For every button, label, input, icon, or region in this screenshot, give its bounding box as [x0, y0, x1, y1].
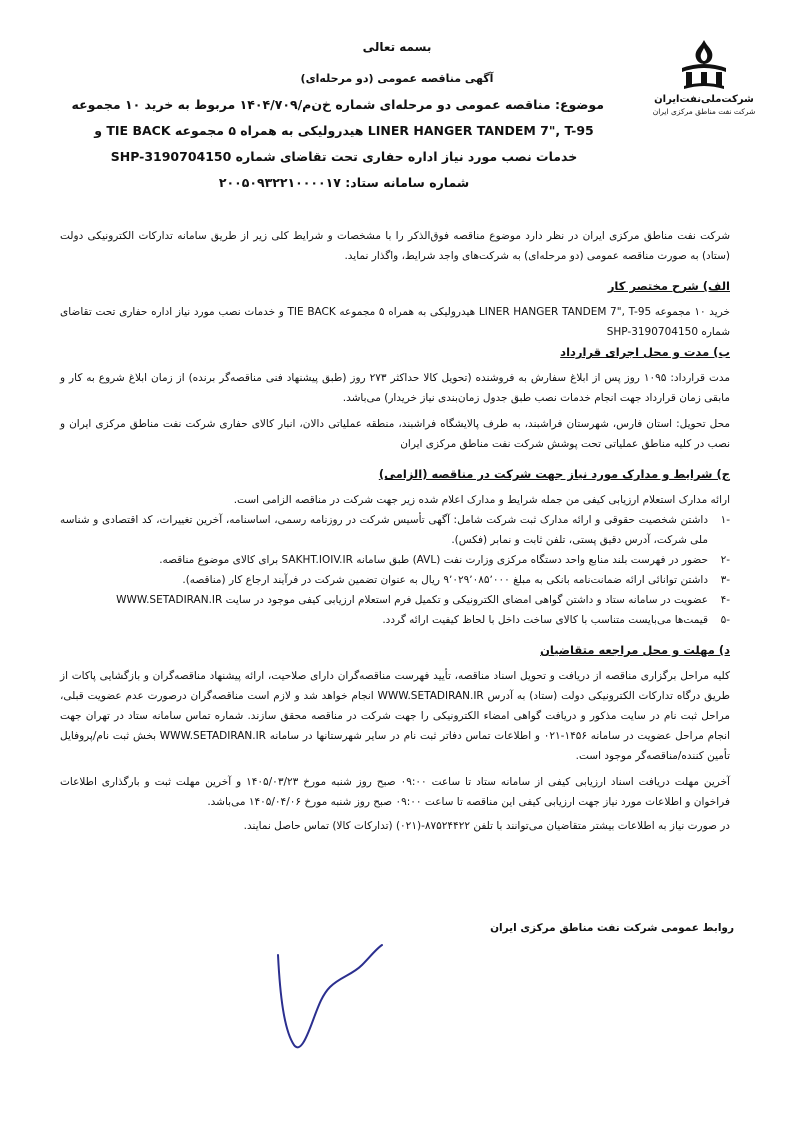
list-item [60, 590, 730, 610]
bismillah: بسمه تعالی [362, 40, 432, 54]
section-d-title: د) مهلت و محل مراجعه متقاضیان [540, 643, 730, 657]
item-number: -۳ [720, 574, 730, 586]
section-a-title: الف) شرح مختصر کار [607, 279, 730, 293]
section-c-intro: ارائه مدارک استعلام ارزیابی کیفی من جمله شرایط و مدارک اعلام شده زیر جهت شرکت در مناقصه الزامی است. [233, 494, 730, 506]
item-number: -۵ [720, 614, 730, 626]
requirements-list [60, 510, 730, 630]
item-text: داشتن شخصیت حقوقی و ارائه مدارک ثبت شرکت شامل: آگهی تأسیس شرکت در روزنامه رسمی، اساسنامه، آخرین تغییرات، کد اقتصادی و شناسه ملی شرکت، آدرس دقیق پستی، تلفن ثابت و نمابر (فکس). [60, 514, 708, 546]
item-number: -۱ [720, 514, 730, 526]
logo-company-subname: شرکت نفت مناطق مرکزی ایران [652, 107, 756, 116]
item-text: حضور در فهرست بلند منابع واحد دستگاه مرکزی وزارت نفت (AVL) طبق سامانه SAKHT.IOIV.IR برای کالای موضوع مناقصه. [159, 554, 708, 566]
document-body [60, 226, 730, 836]
subject-line: LINER HANGER TANDEM 7", T-95 هیدرولیکی به همراه ۵ مجموعه TIE BACK و [94, 123, 594, 138]
item-text: داشتن توانائی ارائه ضمانت‌نامه بانکی به مبلغ ۹٬۰۲۹٬۰۸۵٬۰۰۰ ریال به عنوان تضمین شرکت در فرآیند ارجاع کار (مناقصه). [182, 574, 708, 586]
section-d-paragraph-2: آخرین مهلت دریافت اسناد ارزیابی کیفی از سامانه ستاد تا ساعت ۰۹:۰۰ صبح روز شنبه مورخ ۱۴۰۵/۰۳/۲۳ و آخرین مهلت ثبت و بارگذاری اطلاعات فراخوان و اطلاعات مورد نیاز جهت ارزیابی کیفی این مناقصه تا ساعت ۰۹:۰۰ صبح روز شنبه مورخ ۱۴۰۵/۰۴/۰۶ می‌باشد. [60, 776, 730, 808]
contract-duration: مدت قرارداد: ۱۰۹۵ روز پس از ابلاغ سفارش به فروشنده (تحویل کالا حداکثر ۲۷۳ روز (طبق پیشنهاد فنی مناقصه‌گر برنده) از زمان ابلاغ شروع به کار و مابقی زمان قرارداد جهت انجام خدمات نصب طبق جدول زمان‌بندی نیاز خریدار) می‌باشد. [60, 372, 730, 404]
logo-company-name: شرکت‌ملی‌نفت‌ایران [654, 94, 754, 105]
intro-paragraph: شرکت نفت مناطق مرکزی ایران در نظر دارد موضوع مناقصه فوق‌الذکر را با مشخصات و شرایط کلی زیر از طریق سامانه تدارکات الکترونیکی دولت (ستاد) به صورت مناقصه عمومی (دو مرحله‌ای) به شرکت‌های واجد شرایط، واگذار نماید. [60, 230, 730, 262]
list-item [60, 570, 730, 590]
section-a-text: خرید ۱۰ مجموعه LINER HANGER TANDEM 7", T-95 هیدرولیکی به همراه ۵ مجموعه TIE BACK و خدمات نصب مورد نیاز اداره حفاری تحت تقاضای شماره SHP-3190704150 [60, 306, 731, 338]
list-item [60, 550, 730, 570]
section-c-title: ج) شرایط و مدارک مورد نیاز جهت شرکت در مناقصه (الزامی) [378, 467, 730, 481]
section-d-paragraph-3: در صورت نیاز به اطلاعات بیشتر متقاضیان می‌توانند با تلفن ۸۷۵۲۴۴۲۲-(۰۲۱) (تدارکات کالا) تماس حاصل نمایند. [243, 820, 730, 832]
item-text: قیمت‌ها می‌بایست متناسب با کالای ساخت داخل با لحاظ کیفیت ارائه گردد. [382, 614, 708, 626]
subject-line: خدمات نصب مورد نیاز اداره حفاری تحت تقاضای شماره SHP-3190704150 [110, 149, 578, 164]
item-number: -۴ [720, 594, 730, 606]
subject-line: موضوع: مناقصه عمومی دو مرحله‌ای شماره خ‌ن‌م/۱۴۰۴/۷۰۹ مربوط به خرید ۱۰ مجموعه [71, 97, 604, 112]
subject-block [71, 92, 604, 196]
setad-number: شماره سامانه ستاد: ۲۰۰۵۰۹۳۲۲۱۰۰۰۰۱۷ [218, 175, 470, 190]
public-relations-signoff: روابط عمومی شرکت نفت مناطق مرکزی ایران [490, 922, 734, 934]
list-item [60, 510, 730, 550]
announcement-title: آگهی مناقصه عمومی (دو مرحله‌ای) [300, 72, 494, 85]
item-number: -۲ [720, 554, 730, 566]
section-b-title: ب) مدت و محل اجرای قرارداد [560, 345, 730, 359]
section-d-paragraph-1: کلیه مراحل برگزاری مناقصه از دریافت و تحویل اسناد مناقصه، تأیید فهرست مناقصه‌گران دارای صلاحیت، ارائه پیشنهاد مناقصه‌گران و بازگشایی پاکات از طریق درگاه تدارکات الکترونیکی دولت (ستاد) به آدرس WWW.SETADIRAN.IR انجام خواهد شد و لازم است مناقصه‌گران درصورت عدم عضویت قبلی، مراحل ثبت نام در سایت مذکور و دریافت گواهی امضاء الکترونیکی را جهت شرکت در مناقصه محقق سازند. شماره تماس سامانه ستاد در تهران جهت انجام مراحل عضویت در سامانه ۱۴۵۶-۰۲۱ و اطلاعات تماس دفاتر ثبت نام در سایر شهرستانها در سامانه WWW.SETADIRAN.IR بخش ثبت نام/پروفایل تأمین کننده/مناقصه‌گر موجود است. [60, 670, 730, 762]
signature-icon [270, 935, 390, 1065]
list-item [60, 610, 730, 630]
item-text: عضویت در سامانه ستاد و داشتن گواهی امضای الکترونیکی و تکمیل فرم استعلام ارزیابی کیفی موجود در سایت WWW.SETADIRAN.IR [116, 594, 708, 606]
delivery-location: محل تحویل: استان فارس، شهرستان فراشبند، به طرف پالایشگاه فراشبند، منطقه عملیاتی دالان، انبار کالای حفاری شرکت نفت مناطق مرکزی ایران و نصب در کلیه مناطق عملیاتی تحت پوشش شرکت نفت مناطق مرکزی ایران [60, 418, 730, 450]
